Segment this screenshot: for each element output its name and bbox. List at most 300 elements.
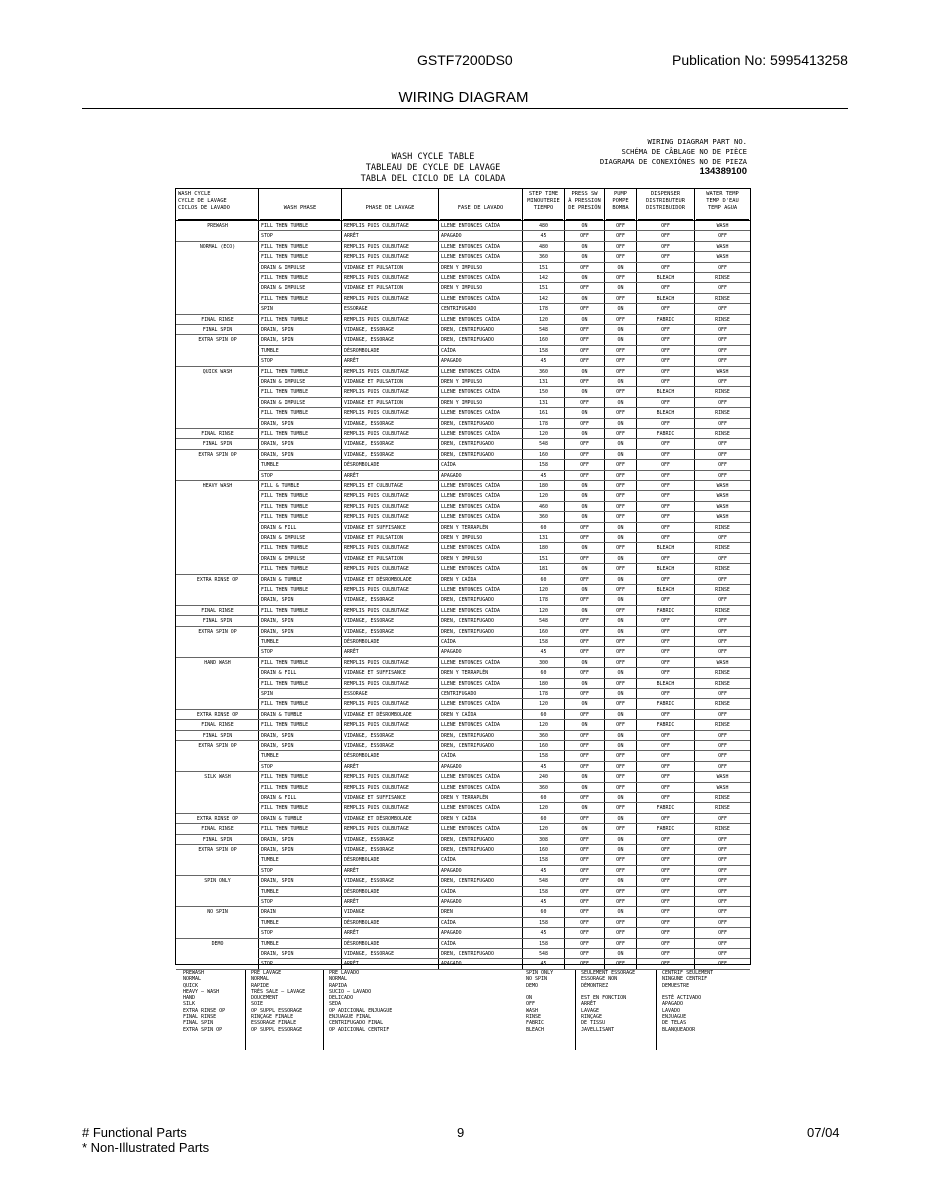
table-row (176, 315, 750, 325)
cell-fase-de-lavado: LLENE ENTONCES CAÍDA (441, 826, 500, 833)
cell-wash-cycle: FINAL RINSE (201, 316, 234, 323)
legend-entry: OP ADICIONAL ENJUAGUE (329, 1007, 393, 1014)
legend-col2 (251, 970, 305, 1033)
cell-phase-de-lavage: REMPLIS PUIS CULBUTAGE (344, 826, 409, 833)
cell-fase-de-lavado: DREN, CENTRIFUGADO (441, 337, 494, 344)
table-row (176, 627, 750, 637)
cell-water-temp: RINSE (715, 670, 730, 677)
cell-press-switch: OFF (580, 951, 589, 957)
cell-press-switch: ON (581, 805, 588, 812)
cell-wash-phase: STOP (261, 763, 273, 770)
cell-step-time: 45 (540, 233, 547, 240)
legend-divider (323, 970, 324, 1050)
cell-pump: ON (617, 628, 624, 635)
cell-press-switch: ON (581, 503, 588, 510)
cell-phase-de-lavage: VIDANGE, ESSORAGE (344, 337, 395, 344)
cell-fase-de-lavado: LLENE ENTONCES CAÍDA (441, 223, 500, 229)
legend-entry: EXTRA SPIN OP (183, 1026, 223, 1033)
cell-step-time: 300 (539, 659, 548, 666)
table-row (176, 231, 750, 241)
cell-step-time: 360 (539, 784, 548, 791)
cell-fase-de-lavado: CAÍDA (441, 857, 456, 864)
page-number: 9 (457, 1125, 465, 1140)
cell-wash-cycle: EXTRA SPIN OP (198, 847, 237, 853)
cell-phase-de-lavage: DÉSROMBOLADE (344, 888, 380, 895)
cell-pump: OFF (616, 483, 625, 489)
cell-water-temp: OFF (718, 420, 727, 427)
cell-step-time: 548 (539, 441, 548, 448)
table-row (176, 897, 750, 907)
cell-pump: ON (617, 555, 624, 562)
cell-dispenser: OFF (661, 472, 670, 479)
table-title (333, 152, 533, 185)
cell-step-time: 120 (539, 701, 548, 708)
cell-dispenser: OFF (661, 243, 670, 250)
cell-step-time: 178 (539, 306, 548, 313)
cell-water-temp: OFF (718, 961, 727, 968)
cell-water-temp: OFF (718, 597, 727, 604)
table-row (176, 450, 750, 460)
cell-water-temp: WASH (716, 514, 729, 521)
cell-wash-phase: FILL THEN TUMBLE (261, 431, 309, 437)
cell-wash-phase: FILL THEN TUMBLE (261, 545, 309, 552)
cell-fase-de-lavado: LLENE ENTONCES CAÍDA (441, 254, 500, 261)
cell-step-time: 120 (539, 493, 548, 500)
cell-phase-de-lavage: DÉSROMBOLADE (344, 462, 380, 469)
cell-press-switch: OFF (580, 919, 589, 926)
table-row (176, 252, 750, 262)
cell-fase-de-lavado: DREN, CENTRIFUGADO (441, 420, 494, 427)
table-row (176, 907, 750, 917)
cell-wash-phase: DRAIN, SPIN (261, 743, 294, 749)
column-header-water-temp: WATER TEMP TEMP D'EAU TEMP AGUA (696, 189, 749, 220)
cell-fase-de-lavado: DREN Y IMPULSO (441, 285, 483, 292)
cell-fase-de-lavado: DREN Y CAÍDA (441, 815, 477, 822)
cell-dispenser: OFF (661, 795, 670, 801)
cell-wash-phase: SPIN (261, 691, 273, 697)
cell-wash-phase: DRAIN & IMPULSE (261, 555, 306, 562)
cell-wash-cycle: HEAVY WASH (202, 483, 233, 489)
cell-phase-de-lavage: ARRÊT (344, 899, 359, 905)
cell-water-temp: OFF (718, 628, 727, 635)
cell-pump: OFF (616, 243, 625, 250)
cell-press-switch: OFF (580, 743, 589, 749)
cell-pump: OFF (616, 410, 625, 417)
cell-press-switch: OFF (580, 867, 589, 874)
cell-step-time: 45 (540, 899, 547, 905)
table-row (176, 575, 750, 585)
cell-wash-phase: FILL THEN TUMBLE (261, 254, 309, 261)
cell-phase-de-lavage: REMPLIS PUIS CULBUTAGE (344, 680, 409, 687)
legend-entry: JAVELLISANT (581, 1026, 615, 1033)
cell-phase-de-lavage: REMPLIS PUIS CULBUTAGE (344, 368, 409, 375)
cell-dispenser: OFF (661, 493, 670, 500)
legend-col4 (526, 970, 553, 1033)
table-row (176, 481, 750, 491)
cell-dispenser: OFF (661, 836, 670, 843)
cell-phase-de-lavage: VIDANGE, ESSORAGE (344, 441, 395, 448)
cell-dispenser: OFF (661, 379, 670, 385)
cell-dispenser: OFF (661, 337, 670, 344)
cell-phase-de-lavage: REMPLIS PUIS CULBUTAGE (344, 243, 409, 250)
cell-wash-cycle: EXTRA SPIN OP (198, 337, 237, 344)
cell-water-temp: RINSE (715, 410, 730, 417)
cell-pump: OFF (616, 358, 625, 365)
part-number-label-fr: SCHÉMA DE CÂBLAGE NO DE PIÈCE (621, 147, 747, 156)
cell-water-temp: WASH (716, 784, 729, 791)
cell-pump: OFF (616, 649, 625, 656)
cell-dispenser: OFF (661, 358, 670, 365)
cell-phase-de-lavage: REMPLIS PUIS CULBUTAGE (344, 545, 409, 552)
cell-step-time: 120 (539, 722, 548, 729)
table-row (176, 793, 750, 803)
cell-wash-phase: DRAIN & TUMBLE (261, 815, 303, 822)
cell-dispenser: FABRIC (656, 607, 675, 614)
cell-step-time: 160 (539, 847, 548, 853)
cell-water-temp: OFF (718, 878, 727, 885)
cell-dispenser: FABRIC (656, 826, 675, 833)
cell-wash-phase: DRAIN, SPIN (261, 618, 294, 625)
table-row (176, 679, 750, 689)
cell-fase-de-lavado: APAGADO (441, 472, 462, 479)
cell-phase-de-lavage: VIDANGE, ESSORAGE (344, 836, 395, 843)
cell-step-time: 180 (539, 483, 548, 489)
cell-step-time: 131 (539, 535, 548, 541)
column-header-wash-phase: WASH PHASE (260, 189, 340, 220)
cell-dispenser: OFF (661, 399, 670, 406)
cell-phase-de-lavage: VIDANGE ET PULSATION (344, 555, 403, 562)
table-row (176, 512, 750, 522)
cell-phase-de-lavage: REMPLIS PUIS CULBUTAGE (344, 805, 409, 812)
legend-entry: PREWASH (183, 970, 205, 976)
table-row (176, 762, 750, 772)
table-row (176, 491, 750, 501)
cell-pump: OFF (616, 753, 625, 760)
table-row (176, 533, 750, 543)
cell-water-temp: OFF (718, 451, 727, 458)
cell-fase-de-lavado: DREN Y IMPULSO (441, 535, 483, 541)
cell-phase-de-lavage: VIDANGE (344, 909, 365, 916)
cell-press-switch: ON (581, 545, 588, 552)
cell-pump: ON (617, 732, 624, 739)
cell-water-temp: OFF (718, 951, 727, 957)
cell-dispenser: FABRIC (656, 701, 675, 708)
cell-dispenser: BLEACH (656, 295, 675, 302)
cell-step-time: 45 (540, 930, 547, 937)
legend-divider (575, 970, 576, 1050)
cell-press-switch: OFF (580, 264, 589, 271)
legend-entry: DE TELAS (662, 1020, 687, 1027)
cell-phase-de-lavage: REMPLIS PUIS CULBUTAGE (344, 316, 409, 323)
cell-fase-de-lavado: DREN, CENTRIFUGADO (441, 441, 494, 448)
cell-dispenser: BLEACH (656, 410, 675, 417)
cell-pump: ON (617, 847, 624, 853)
cell-wash-cycle: EXTRA SPIN OP (198, 628, 237, 635)
cell-press-switch: ON (581, 389, 588, 396)
cell-fase-de-lavado: DREN, CENTRIFUGADO (441, 732, 494, 739)
cell-dispenser: OFF (661, 264, 670, 271)
cell-press-switch: OFF (580, 670, 589, 677)
cell-dispenser: OFF (661, 233, 670, 240)
cell-dispenser: OFF (661, 441, 670, 448)
cell-wash-phase: FILL & TUMBLE (261, 483, 300, 489)
cell-wash-phase: STOP (261, 899, 273, 905)
cell-fase-de-lavado: DREN Y CAÍDA (441, 576, 477, 583)
cell-phase-de-lavage: ESSORAGE (344, 306, 368, 313)
cell-pump: OFF (616, 867, 625, 874)
cell-phase-de-lavage: ARRÊT (344, 930, 359, 937)
cell-phase-de-lavage: ARRÊT (344, 961, 359, 968)
cell-water-temp: RINSE (715, 545, 730, 552)
cell-water-temp: OFF (718, 711, 727, 718)
cell-dispenser: OFF (661, 285, 670, 292)
cell-pump: OFF (616, 545, 625, 552)
cell-step-time: 45 (540, 763, 547, 770)
cell-press-switch: ON (581, 243, 588, 250)
table-row (176, 377, 750, 387)
wash-cycle-table (175, 188, 751, 968)
legend-entry: TRÈS SALE — LAVAGE (251, 988, 306, 995)
legend-entry: EXTRA RINSE OP (183, 1007, 226, 1014)
part-number-label-es: DIAGRAMA DE CONEXIÓNES NO DE PIEZA (599, 157, 747, 166)
cell-dispenser: OFF (661, 420, 670, 427)
cell-water-temp: OFF (718, 909, 727, 916)
cell-step-time: 548 (539, 951, 548, 957)
cell-step-time: 158 (539, 888, 548, 895)
cell-water-temp: OFF (718, 649, 727, 656)
cell-dispenser: OFF (661, 628, 670, 635)
table-row (176, 502, 750, 512)
cell-pump: ON (617, 691, 624, 697)
legend-entry: EST EN FONCTION (581, 995, 627, 1002)
table-row (176, 876, 750, 886)
cell-pump: OFF (616, 472, 625, 479)
cell-fase-de-lavado: LLENE ENTONCES CAÍDA (441, 483, 500, 489)
cell-step-time: 158 (539, 639, 548, 645)
cell-wash-cycle: FINAL RINSE (201, 607, 234, 614)
cell-press-switch: OFF (580, 711, 589, 718)
cell-pump: ON (617, 795, 624, 801)
cell-wash-phase: DRAIN & FILL (261, 795, 297, 801)
cell-pump: ON (617, 524, 624, 531)
cell-fase-de-lavado: LLENE ENTONCES CAÍDA (441, 368, 500, 375)
cell-phase-de-lavage: REMPLIS ET CULBUTAGE (344, 483, 403, 489)
cell-pump: ON (617, 420, 624, 427)
cell-step-time: 131 (539, 399, 548, 406)
cell-dispenser: OFF (661, 951, 670, 957)
cell-dispenser: OFF (661, 867, 670, 874)
legend-entry: PRE LAVADO (329, 970, 360, 976)
cell-fase-de-lavado: DREN Y TERRAPLÉN (441, 670, 489, 677)
cell-press-switch: OFF (580, 576, 589, 583)
cell-wash-phase: FILL THEN TUMBLE (261, 316, 309, 323)
legend-entry: RAPIDE (251, 982, 270, 989)
cell-step-time: 360 (539, 254, 548, 261)
cell-dispenser: OFF (661, 888, 670, 895)
cell-phase-de-lavage: REMPLIS PUIS CULBUTAGE (344, 784, 409, 791)
cell-step-time: 45 (540, 649, 547, 656)
cell-wash-phase: FILL THEN TUMBLE (261, 389, 309, 396)
cell-phase-de-lavage: VIDANGE ET PULSATION (344, 264, 403, 271)
cell-fase-de-lavado: LLENE ENTONCES CAÍDA (441, 774, 500, 781)
cell-fase-de-lavado: CAÍDA (441, 347, 456, 354)
cell-pump: OFF (616, 961, 625, 968)
cell-pump: OFF (616, 826, 625, 833)
cell-wash-phase: STOP (261, 233, 273, 240)
cell-fase-de-lavado: CAÍDA (441, 888, 456, 895)
cell-wash-phase: FILL THEN TUMBLE (261, 503, 309, 510)
cell-wash-cycle: HAND WASH (204, 659, 231, 666)
cell-pump: OFF (616, 389, 625, 396)
cell-water-temp: WASH (716, 503, 729, 510)
cell-water-temp: RINSE (715, 722, 730, 729)
cell-dispenser: OFF (661, 909, 670, 916)
legend-divider (245, 970, 246, 1050)
cell-dispenser: OFF (661, 223, 670, 229)
cell-dispenser: OFF (661, 462, 670, 469)
legend-entry: ESSORAGE FINALE (251, 1020, 297, 1027)
legend-entry: CENTRIF SEULEMENT (662, 970, 714, 976)
legend-entry: SILK (183, 1001, 196, 1008)
cell-pump: OFF (616, 784, 625, 791)
cell-dispenser: OFF (661, 503, 670, 510)
cell-dispenser: OFF (661, 514, 670, 521)
cell-wash-phase: DRAIN & IMPULSE (261, 535, 306, 541)
cell-pump: ON (617, 327, 624, 333)
cell-wash-phase: DRAIN, SPIN (261, 878, 294, 885)
cell-pump: ON (617, 264, 624, 271)
cell-press-switch: OFF (580, 441, 589, 448)
cell-fase-de-lavado: APAGADO (441, 358, 462, 365)
cell-fase-de-lavado: CAÍDA (441, 462, 456, 469)
cell-press-switch: OFF (580, 888, 589, 895)
table-row (176, 772, 750, 782)
cell-fase-de-lavado: LLENE ENTONCES CAÍDA (441, 805, 500, 812)
cell-wash-phase: DRAIN & FILL (261, 670, 297, 677)
cell-water-temp: OFF (718, 379, 727, 385)
cell-wash-phase: DRAIN & IMPULSE (261, 285, 306, 292)
cell-wash-cycle: EXTRA RINSE OP (196, 711, 239, 718)
cell-fase-de-lavado: LLENE ENTONCES CAÍDA (441, 503, 500, 510)
cell-wash-cycle: FINAL SPIN (202, 618, 233, 625)
cell-step-time: 120 (539, 431, 548, 437)
legend-entry: WASH (526, 1007, 539, 1014)
cell-wash-phase: TUMBLE (261, 857, 279, 864)
legend-entry: NORMAL (251, 976, 270, 983)
cell-water-temp: OFF (718, 888, 727, 895)
cell-wash-phase: DRAIN, SPIN (261, 441, 294, 448)
table-row (176, 398, 750, 408)
cell-step-time: 548 (539, 878, 548, 885)
cell-pump: ON (617, 618, 624, 625)
cell-fase-de-lavado: LLENE ENTONCES CAÍDA (441, 275, 500, 281)
cell-water-temp: RINSE (715, 275, 730, 281)
column-header-step-time: STEP TIME MINOUTERIE TIEMPO (524, 189, 563, 220)
cell-phase-de-lavage: REMPLIS PUIS CULBUTAGE (344, 503, 409, 510)
cell-pump: OFF (616, 587, 625, 593)
cell-water-temp: OFF (718, 763, 727, 770)
column-header-press-switch: PRESS SW À PRESSION DE PRESIÓN (566, 189, 603, 220)
table-row (176, 273, 750, 283)
cell-pump: OFF (616, 888, 625, 895)
table-row (176, 720, 750, 730)
cell-phase-de-lavage: VIDANGE ET SUFFISANCE (344, 670, 406, 677)
cell-step-time: 180 (539, 545, 548, 552)
cell-phase-de-lavage: REMPLIS PUIS CULBUTAGE (344, 722, 409, 729)
cell-phase-de-lavage: VIDANGE ET PULSATION (344, 535, 403, 541)
cell-dispenser: BLEACH (656, 566, 675, 573)
cell-press-switch: OFF (580, 795, 589, 801)
column-header-pump: PUMP POMPE BOMBA (606, 189, 635, 220)
cell-wash-phase: FILL THEN TUMBLE (261, 368, 309, 375)
cell-wash-phase: DRAIN, SPIN (261, 327, 294, 333)
cell-fase-de-lavado: DREN Y TERRAPLÉN (441, 795, 489, 801)
cell-pump: OFF (616, 462, 625, 469)
cell-water-temp: OFF (718, 576, 727, 583)
cell-press-switch: OFF (580, 836, 589, 843)
cell-wash-cycle: FINAL SPIN (202, 836, 233, 843)
cell-step-time: 151 (539, 264, 548, 271)
legend-entry: LAVADO (662, 1007, 681, 1014)
cell-pump: OFF (616, 514, 625, 521)
cell-water-temp: OFF (718, 233, 727, 240)
cell-dispenser: OFF (661, 659, 670, 666)
table-row (176, 835, 750, 845)
cell-fase-de-lavado: LLENE ENTONCES CAÍDA (441, 389, 500, 396)
cell-fase-de-lavado: DREN, CENTRIFUGADO (441, 951, 494, 957)
cell-wash-phase: DRAIN & FILL (261, 524, 297, 531)
cell-pump: ON (617, 815, 624, 822)
table-row (176, 294, 750, 304)
cell-fase-de-lavado: LLENE ENTONCES CAÍDA (441, 243, 500, 250)
cell-fase-de-lavado: APAGADO (441, 649, 462, 656)
cell-wash-phase: STOP (261, 649, 273, 656)
cell-fase-de-lavado: CAÍDA (441, 753, 456, 760)
publication-number: Publication No: 5995413258 (672, 52, 848, 68)
cell-pump: ON (617, 399, 624, 406)
cell-pump: OFF (616, 659, 625, 666)
table-row (176, 939, 750, 949)
table-row (176, 335, 750, 345)
cell-fase-de-lavado: LLENE ENTONCES CAÍDA (441, 701, 500, 708)
table-row (176, 346, 750, 356)
cell-phase-de-lavage: VIDANGE, ESSORAGE (344, 878, 395, 885)
cell-wash-phase: FILL THEN TUMBLE (261, 826, 309, 833)
cell-pump: OFF (616, 940, 625, 947)
cell-step-time: 178 (539, 420, 548, 427)
cell-press-switch: OFF (580, 930, 589, 937)
cell-press-switch: ON (581, 316, 588, 323)
legend-entry: DELICADO (329, 995, 354, 1002)
legend-entry: FABRIC (526, 1020, 545, 1027)
cell-phase-de-lavage: DÉSROMBOLADE (344, 753, 380, 760)
cell-wash-phase: STOP (261, 867, 273, 874)
legend-entry: OP ADICIONAL CENTRIF (329, 1026, 390, 1033)
cell-dispenser: OFF (661, 753, 670, 760)
cell-step-time: 131 (539, 379, 548, 385)
cell-wash-cycle: FINAL RINSE (201, 431, 234, 437)
cell-dispenser: OFF (661, 555, 670, 562)
table-row (176, 585, 750, 595)
legend-entry: DEMO (526, 982, 539, 989)
cell-water-temp: OFF (718, 327, 727, 333)
cell-dispenser: OFF (661, 524, 670, 531)
legend-entry: DEMUESTRE (662, 982, 690, 989)
cell-fase-de-lavado: LLENE ENTONCES CAÍDA (441, 587, 500, 593)
cell-fase-de-lavado: DREN, CENTRIFUGADO (441, 597, 494, 604)
cell-step-time: 160 (539, 628, 548, 635)
cell-fase-de-lavado: DREN, CENTRIFUGADO (441, 451, 494, 458)
